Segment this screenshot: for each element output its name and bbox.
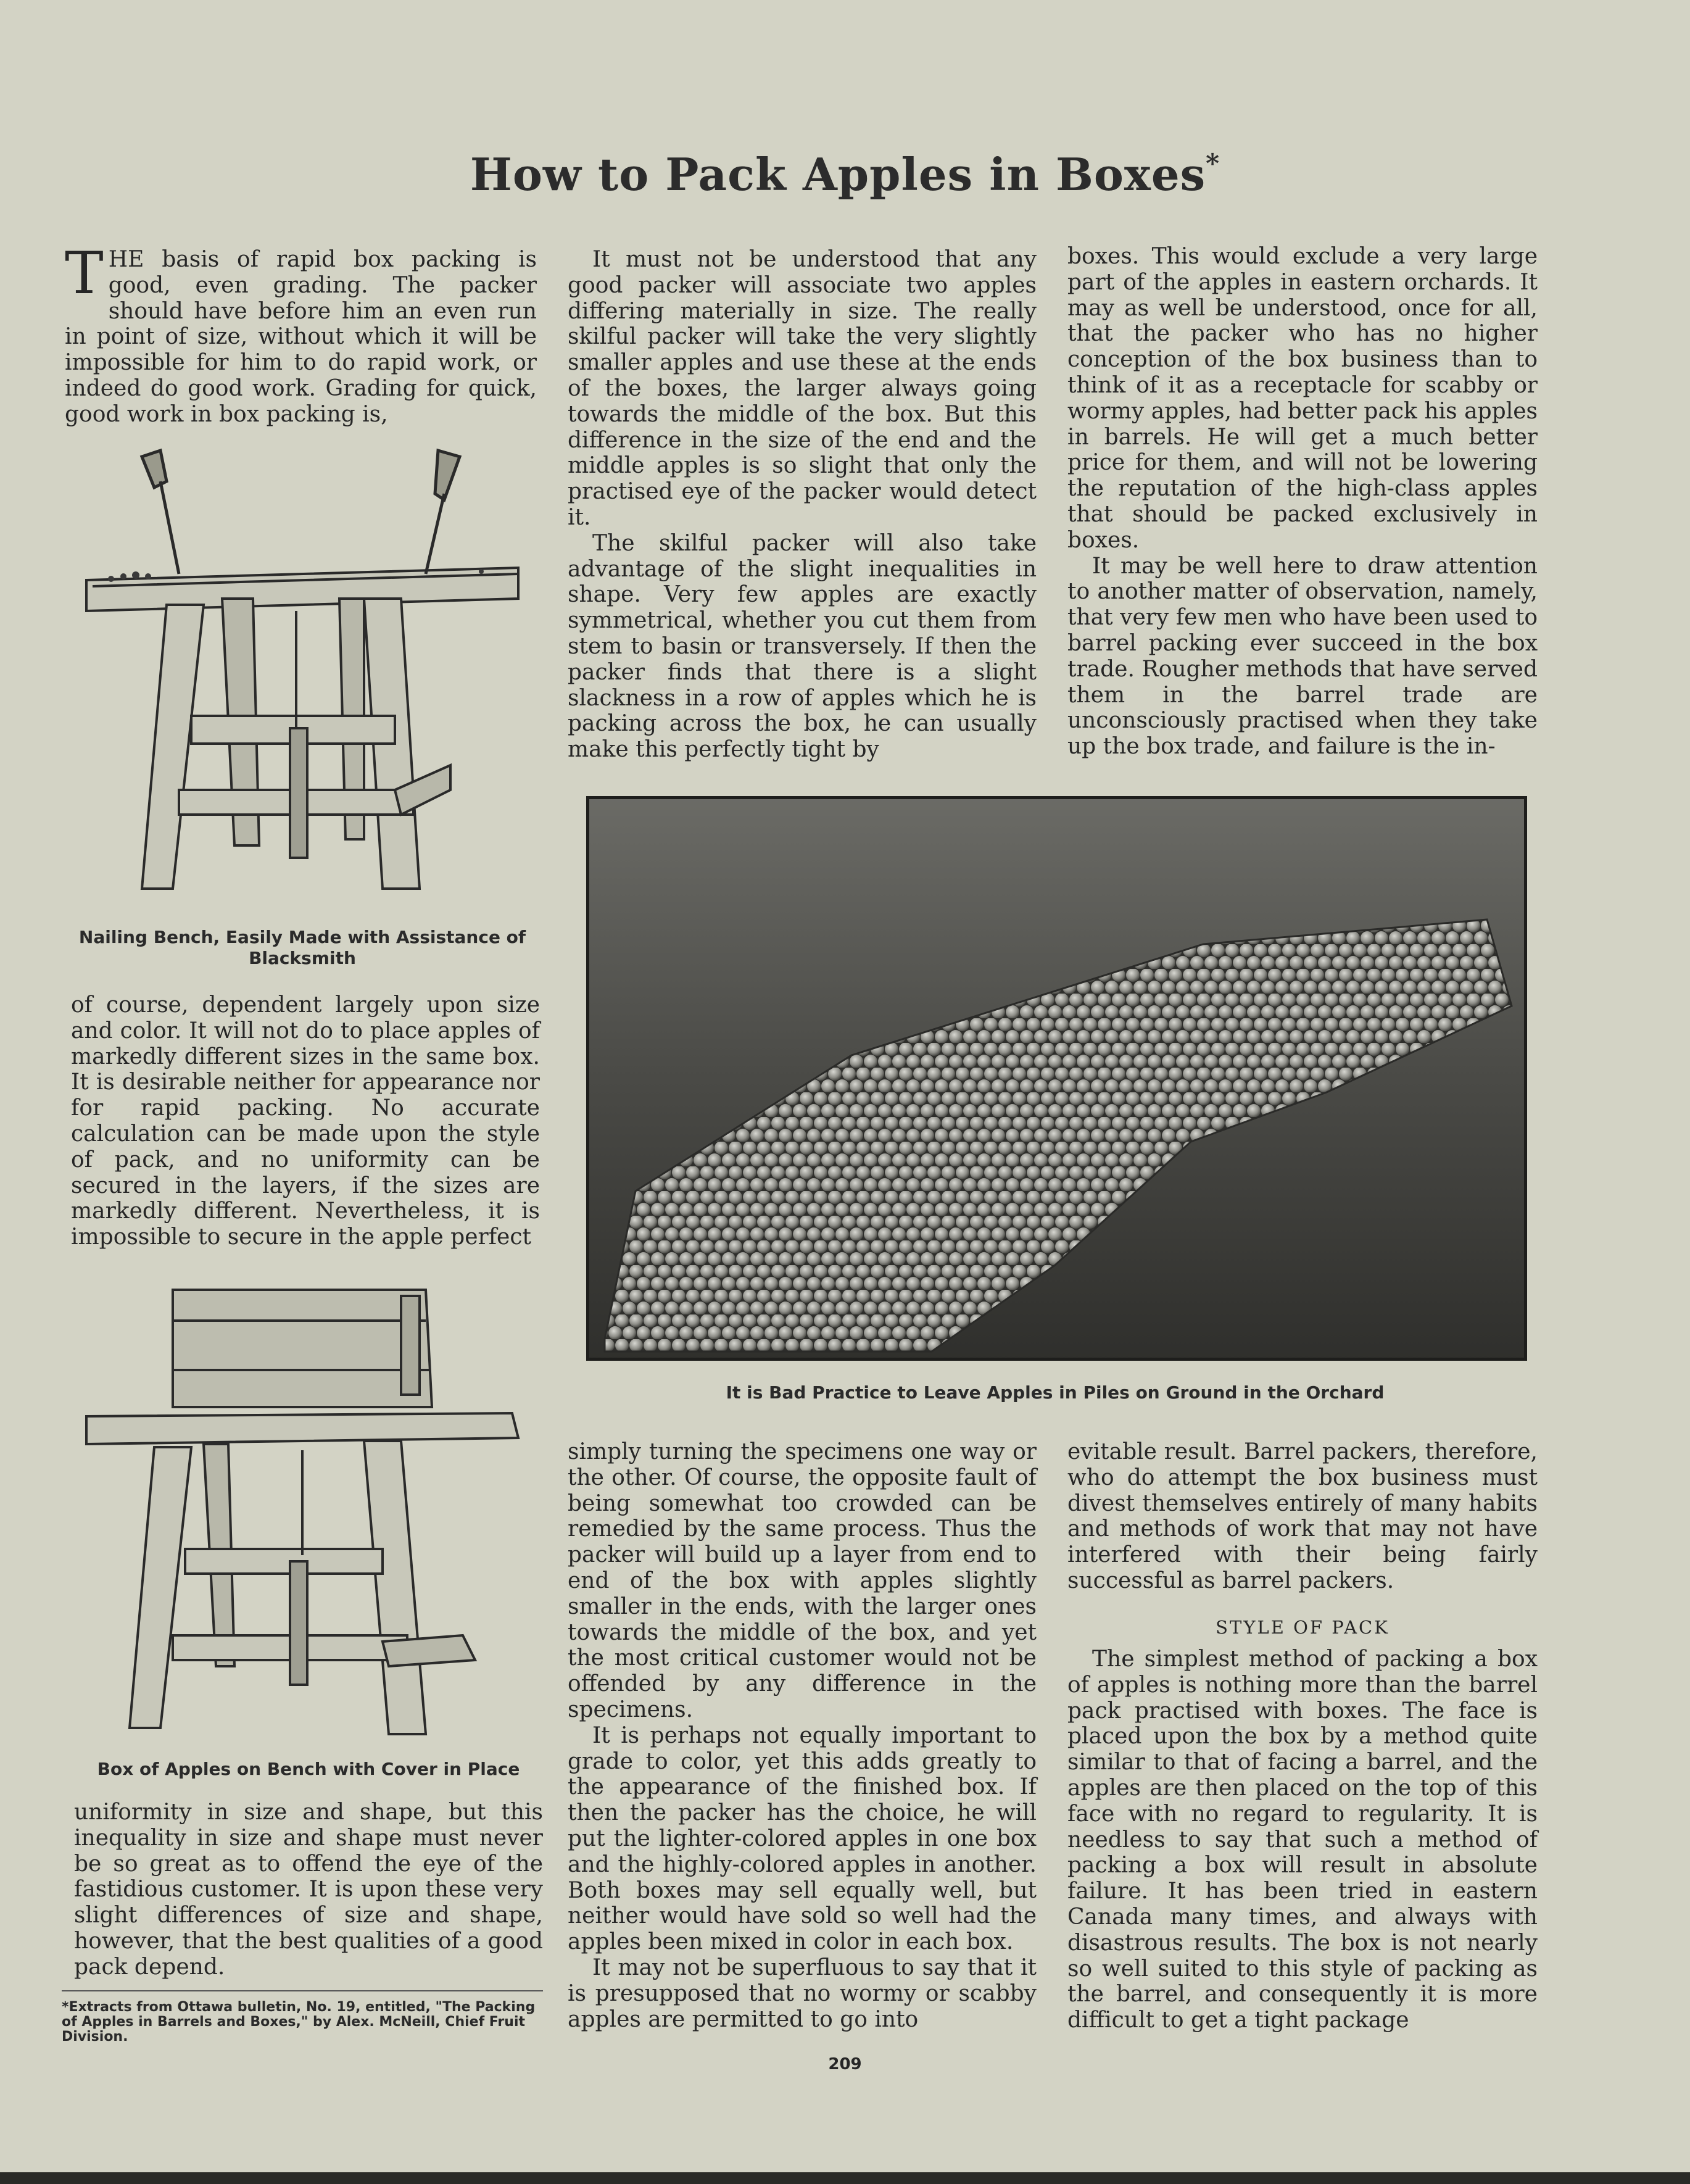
paragraph: simply turning the specimens one way or the other. Of course, the opposite fault of being somewhat too crowded can be remedied by the same process. Thus the packer will build up a layer from end to end of the box with apples slightly smaller in the ends, with the larger ones towards the middle of the box, and yet the most critical customer would not be offended by any difference in the specimens. <box>568 1439 1037 1722</box>
paragraph: evitable result. Barrel packers, therefore, who do attempt the box business must divest themselves entirely of many habits and methods of work that may not have interfered with their being fairly successful as barrel packers. <box>1067 1439 1538 1593</box>
col1-mid-text <box>71 992 540 1250</box>
paragraph: The skilful packer will also take advantage of the slight inequalities in shape. Very few apples are exactly symmetrical, whether you cut them from stem to basin or transversely. If then the packer finds that there is a slight slackness in a row of apples which he is packing across the box, he can usually make this perfectly tight by <box>568 530 1037 763</box>
section-heading: STYLE OF PACK <box>1216 1617 1390 1638</box>
col3-bottom-text-2 <box>1067 1646 1538 2033</box>
paragraph: of course, dependent largely upon size and color. It will not do to place apples of markedly different sizes in the same box. It is desirable neither for appearance nor for rapid packing. No accurate calculation can be made upon the style of pack, and no uniformity can be secured in the layers, if the sizes are markedly different. Nevertheless, it is impossible to secure in the apple perfect <box>71 992 540 1250</box>
col2-bottom-text <box>568 1439 1037 2032</box>
paragraph: boxes. This would exclude a very large part of the apples in eastern orchards. It may as well be understood, once for all, that the packer who has no higher conception of the box business than to think of it as a receptacle for scabby or wormy apples, had better pack his apples in barrels. He will get a much better price for them, and will not be lowering the reputation of the high-class apples that should be packed exclusively in boxes. <box>1067 244 1538 553</box>
col1-bottom-text <box>74 1800 543 1980</box>
nailing-bench-illustration <box>74 444 531 926</box>
col3-bottom-text <box>1067 1439 1538 1594</box>
article-title: How to Pack Apples in Boxes* <box>470 148 1220 201</box>
footnote: *Extracts from Ottawa bulletin, No. 19, entitled, "The Packing of Apples in Barrels and Boxes," by Alex. McNeill, Chief Fruit Division. <box>62 1990 543 2045</box>
paragraph: HE basis of rapid box packing is good, even grading. The packer should have before him an even run in point of size, without which it will be impossible for him to do rapid work, or indeed do good work. Grading for quick, good work in box packing is, <box>65 247 537 427</box>
paragraph: The simplest method of packing a box of apples is nothing more than the barrel pack practised with boxes. The face is placed upon the box by a method quite similar to that of facing a barrel, and the apples are then placed on the top of this face with no regard to regularity. It is needless to say that such a method of packing a box will result in absolute failure. It has been tried in eastern Canada many times, and always with disastrous results. The box is not nearly so well suited to this style of packing as the barrel, and consequently it is more difficult to get a tight package <box>1067 1646 1538 2033</box>
col3-top-text <box>1067 244 1538 760</box>
paragraph: It may not be superfluous to say that it is presupposed that no wormy or scabby apples are permitted to go into <box>568 1954 1037 2032</box>
paragraph: uniformity in size and shape, but this inequality in size and shape must never be so great as to offend the eye of the fastidious customer. It is upon these very slight differences of size and shape, however, that the best qualities of a good pack depend. <box>74 1800 543 1980</box>
page-number: 209 <box>828 2055 862 2074</box>
paragraph: It must not be understood that any good packer will associate two apples differing materially in size. The really skilful packer will take the very slightly smaller apples and use these at the ends of the boxes, the larger always going towards the middle of the box. But this difference in the size of the end and the middle apples is so slight that only the practised eye of the packer would detect it. <box>568 247 1037 530</box>
photo-caption: It is Bad Practice to Leave Apples in Piles on Ground in the Orchard <box>726 1382 1385 1403</box>
col1-top-text <box>65 240 537 428</box>
paragraph: It may be well here to draw attention to another matter of observation, namely, that very few men who have been used to barrel packing ever succeed in the box trade. Rougher methods that have served them in the barrel trade are unconsciously practised when they take up the box trade, and failure is the in- <box>1067 553 1538 760</box>
paragraph: It is perhaps not equally important to grade to color, yet this adds greatly to the appearance of the finished box. If then the packer has the choice, he will put the lighter-colored apples in one box and the highly-colored apples in another. Both boxes may sell equally well, but neither would have sold so well had the apples been mixed in color in each box. <box>568 1722 1037 1955</box>
dropcap: T <box>65 240 104 307</box>
orchard-apples-photo <box>586 796 1527 1361</box>
title-footnote-mark: * <box>1206 148 1220 178</box>
box-on-bench-illustration <box>80 1284 524 1753</box>
box-caption: Box of Apples on Bench with Cover in Place <box>97 1759 520 1779</box>
bench-caption: Nailing Bench, Easily Made with Assistance of Blacksmith <box>78 927 526 968</box>
page-edge <box>0 2172 1690 2184</box>
col2-top-text <box>568 247 1037 763</box>
